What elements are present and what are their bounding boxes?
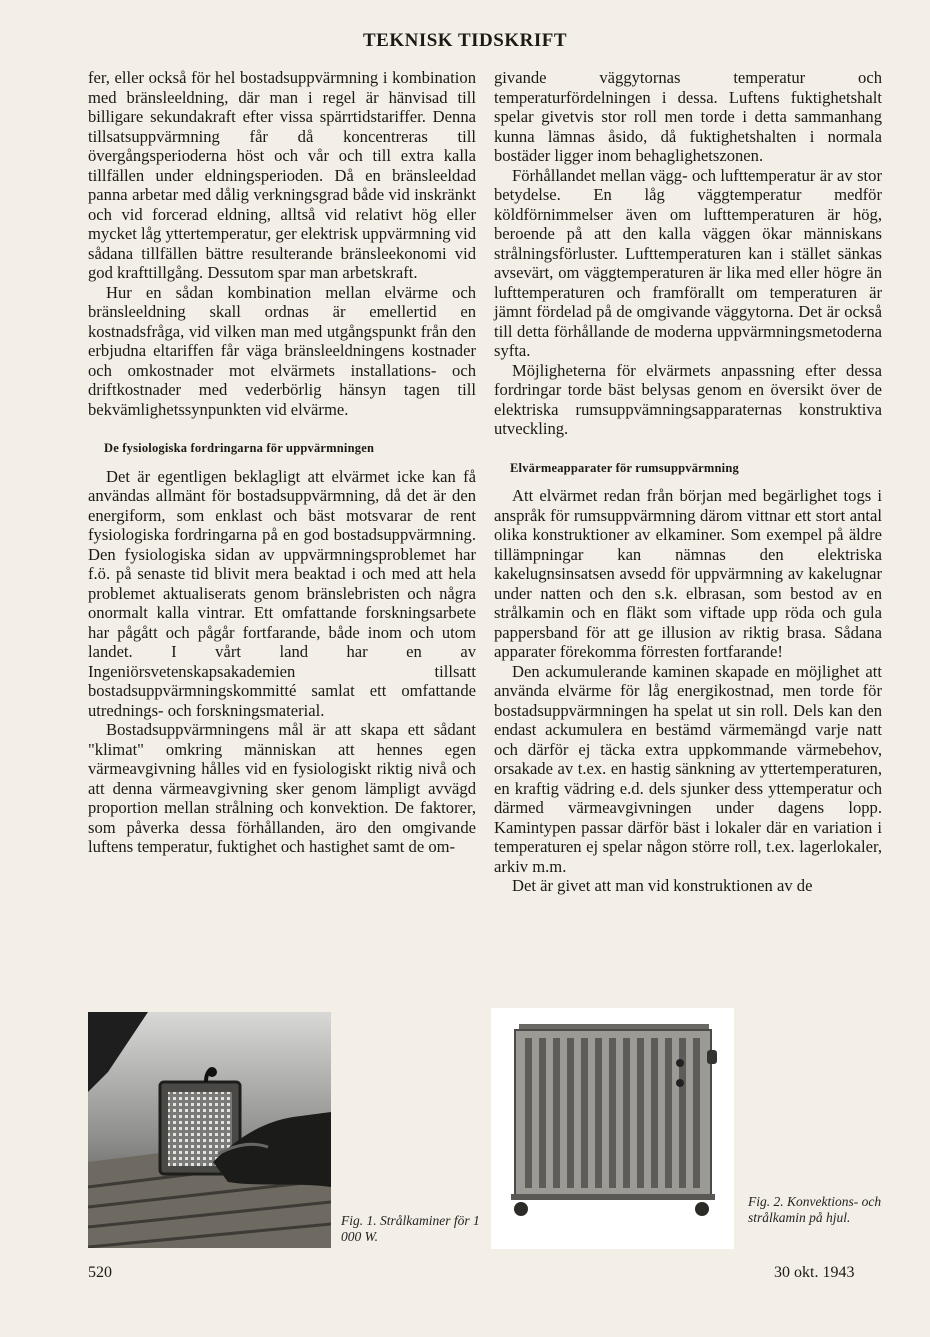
right-paragraph-4: Att elvärmet redan från början med begärlighet togs i anspråk för rumsuppvärmning därom vittnar ett stort antal olika konstruktioner av elkaminer. Som exempel på äldre tillämpningar kan nämnas den elektriska kakelugnsinsatsen avsedd för uppvärmning av kakelugnar under natten och den s.k. elbrasan, som bestod av en strålkamin och en fläkt som viftade upp röda och gula pappersband för att ge illusion av riktig brasa. Sådana apparater förekomma förresten fortfarande!: [494, 486, 882, 661]
right-paragraph-1: givande väggytornas temperatur och temperaturfördelningen i dessa. Luftens fuktighetshalt spelar givetvis stor roll men torde i detta sammanhang kunna lämnas åsido, då fuktighetshalten i normala bostäder ligger inom behaglighetszonen.: [494, 68, 882, 165]
right-column: [494, 68, 882, 896]
issue-date: 30 okt. 1943: [774, 1264, 855, 1281]
left-paragraph-3: Det är egentligen beklagligt att elvärmet icke kan få användas allmänt för bostadsuppvärmning, då det är den energiform, som enklast och bäst motsvarar de rent fysiologiska fordringarna på en god bostadsuppvärmning. Den fysiologiska sidan av uppvärmningsproblemet har f.ö. på senaste tid blivit mera beaktad i och med att hela problemet aktualiserats genom bränslebristen och några onormalt kalla vintrar. Ett omfattande forskningsarbete har pågått och pågår fortfarande, både inom och utom landet. I vårt land har en av Ingeniörsvetenskapsakademien tillsatt bostadsuppvärmningskommitté samlat ett omfattande utrednings- och forskningsmaterial.: [88, 466, 476, 720]
left-column: [88, 68, 476, 857]
convection-heater-illustration: [491, 1008, 734, 1249]
left-paragraph-2: Hur en sådan kombination mellan elvärme och bränsleeldning skall ordnas är emellertid en kostnadsfråga, vid vilken man med utgångspunkt från den erbjudna eltariffen får väga bränsleeldningens kostnader och omkostnader mot elvärmets installations- och driftkostnader med vederbörlig hänsyn tagen till bekvämlighetssynpunkten vid elvärme.: [88, 282, 476, 419]
right-paragraph-5: Den ackumulerande kaminen skapade en möjlighet att använda elvärme för låg energikostnad, men torde för bostadsuppvärmningen ha spelat ut sin roll. Dels kan den endast ackumulera en bestämd värmemängd varje natt och därför ej täcka extra uppkommande värmebehov, orsakade av t.ex. en hastig sänkning av yttertemperaturen, en kraftig vädring e.d. dels sjunker dess yttemperatur och därmed värmeavgivningen under dagens lopp. Kamintypen passar därför bäst i lokaler där en variation i temperaturen ej spelar någon större roll, t.ex. lagerlokaler, arkiv m.m.: [494, 661, 882, 876]
left-paragraph-1: fer, eller också för hel bostadsuppvärmning i kombination med bränsleeldning, där man i regel är hänvisad till billigare sekundakraft efter vissa spärrtidstariffer. Denna tillsatsuppvärmning får då koncentreras till övergångsperioderna höst och vår och till extra kalla tillfällen under eldningsperioden. Då en bränsleeldad panna arbetar med dålig verkningsgrad både vid inskränkt och vid forcerad eldning, alltså vid relativt hög eller mycket låg yttertemperatur, ger elektrisk uppvärmning vid sådana tillfällen bättre resulterande bränsleekonomi vid god krafttillgång. Dessutom spar man arbetskraft.: [88, 68, 476, 282]
page-number: 520: [88, 1264, 112, 1281]
section-heading-physiology: De fysiologiska fordringarna för uppvärmningen: [104, 441, 375, 455]
figure-1-caption: Fig. 1. Strålkaminer för 1 000 W.: [341, 1213, 480, 1244]
radiant-heater-illustration: [88, 1012, 331, 1248]
figure-1-photo: [88, 1012, 331, 1248]
figure-2-photo: [491, 1008, 734, 1249]
right-paragraph-3: Möjligheterna för elvärmets anpassning efter dessa fordringar torde bäst belysas genom en översikt över de elektriska rumsuppvämningsapparaternas konstruktiva utveckling.: [494, 360, 882, 438]
figure-2-caption: Fig. 2. Konvektions- och strålkamin på hjul.: [748, 1194, 882, 1225]
right-paragraph-2: Förhållandet mellan vägg- och lufttemperatur är av stor betydelse. En låg väggtemperatur medför köldförnimmelser även om lufttemperaturen är hög, beroende på att den kalla väggen ökar människans strålningsförluster. Lufttemperaturen kan i stället sänkas avsevärt, om väggtemperaturen är lika med eller högre än lufttemperaturen och framförallt om temperaturen är jämnt fördelad på de omgivande väggytorna. Det är också till detta förhållande de moderna uppvärmningsmetoderna syfta.: [494, 165, 882, 360]
journal-title: TEKNISK TIDSKRIFT: [362, 30, 568, 51]
right-paragraph-6: Det är givet att man vid konstruktionen av de: [512, 876, 813, 895]
left-paragraph-4: Bostadsuppvärmningens mål är att skapa ett sådant "klimat" omkring människan att hennes egen värmeavgivning hålles vid en fysiologiskt riktig nivå och att denna värmeavgivning sker genom lämpligt avvägd proportion mellan strålning och konvektion. De faktorer, som påverka dessa förhållanden, äro den omgivande luftens temperatur, fuktighet och hastighet samt de om-: [88, 720, 476, 856]
section-heading-heaters: Elvärmeapparater för rumsuppvärmning: [510, 460, 739, 475]
